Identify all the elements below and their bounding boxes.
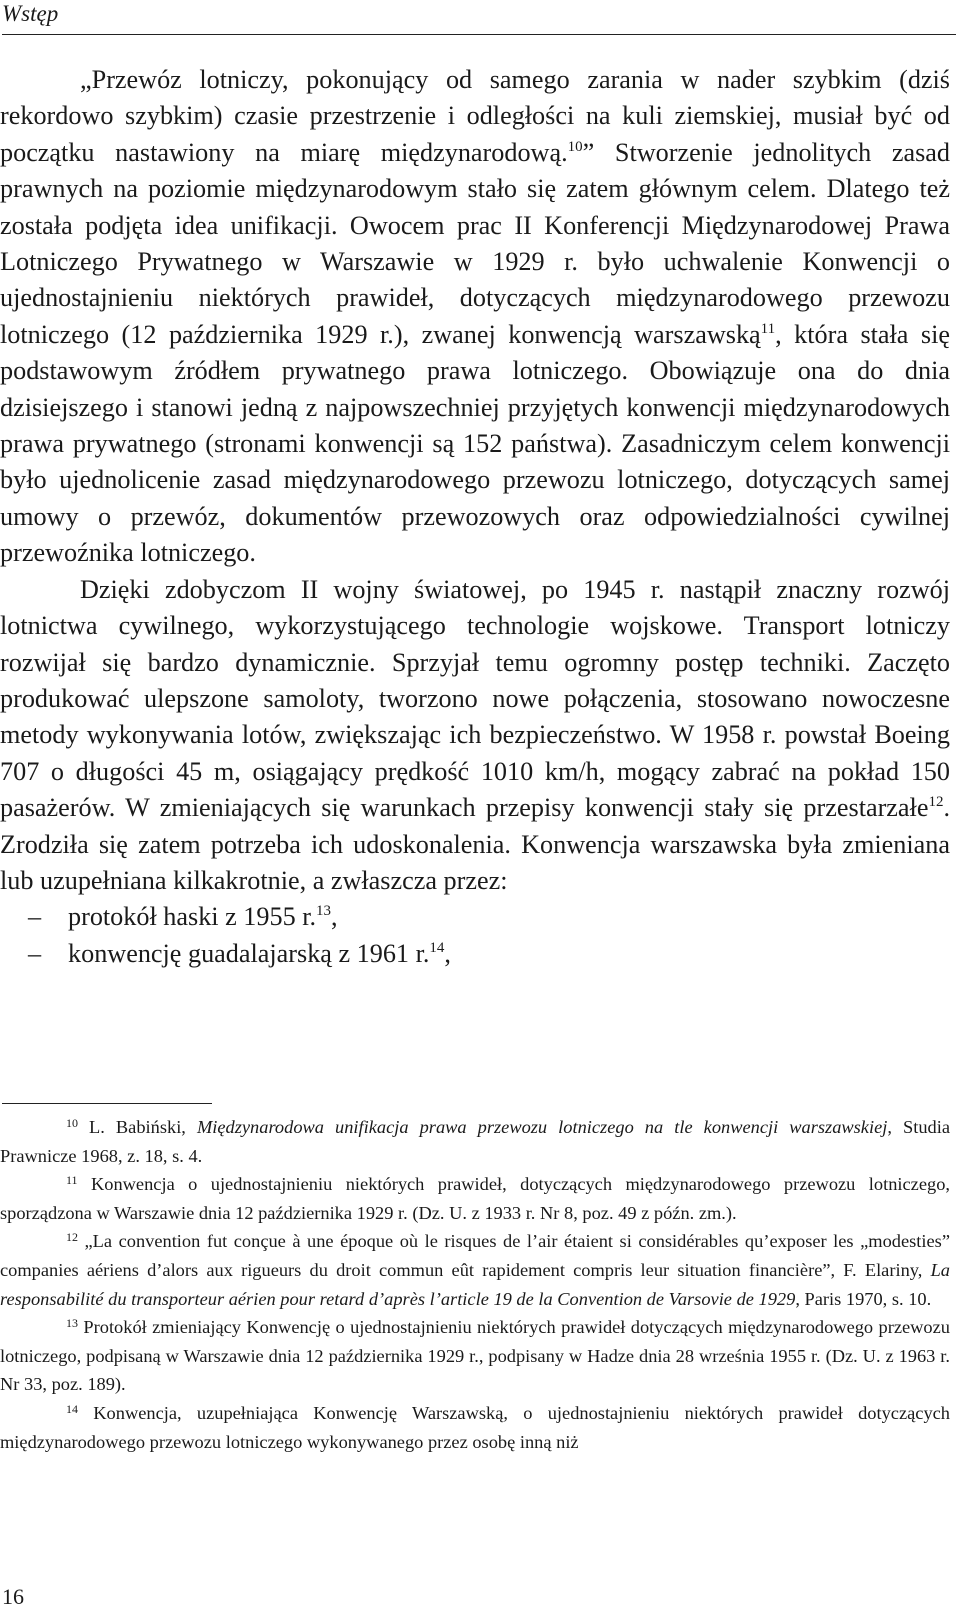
paragraph-1 <box>0 62 950 572</box>
footnote-number: 14 <box>66 1401 78 1416</box>
page-number: 16 <box>2 1584 24 1609</box>
footnote-number: 13 <box>66 1316 78 1331</box>
footnote-text: , Studia Prawnicze 1968, z. 18, s. 4. <box>0 1117 950 1166</box>
footnote-ref-10[interactable]: 10 <box>567 138 583 155</box>
paragraph-2-part-a: Dzięki zdobyczom II wojny światowej, po 1945 r. nastąpił znaczny rozwój lotnictwa cywilnego, wykorzystującego technologie wojskowe. Transport lotniczy rozwijał się bardzo dynamicznie. Sprzyjał temu ogromny postęp techniki. Zaczęto produkować ulepszone samoloty, tworzono nowe połączenia, stosowano nowoczesne metody wykonywania lotów, zwiększając ich bezpieczeństwo. W 1958 r. powstał Boeing 707 o długości 45 m, osiągający prędkość 1010 km/h, mogący zabrać na pokład 150 pasażerów. W zmieniających się warunkach przepisy konwencji stały się przestarzałe <box>0 574 950 823</box>
paragraph-2 <box>0 572 950 900</box>
footnote-12 <box>0 1227 950 1313</box>
footnote-text: L. Babiński, <box>89 1117 197 1137</box>
footnote-14 <box>0 1399 950 1456</box>
footnote-ref-13[interactable]: 13 <box>316 903 332 920</box>
footnote-title: La responsabilité du transporteur aérien pour retard d’après l’article 19 de la Convention de Varsovie de 1929 <box>0 1259 950 1309</box>
list-dash: – <box>28 938 42 968</box>
main-text <box>0 62 950 972</box>
list-item <box>0 899 950 935</box>
footnote-text: , Paris 1970, s. 10. <box>795 1288 932 1309</box>
list-dash: – <box>28 902 42 932</box>
footnotes <box>0 1113 950 1456</box>
footnote-number: 12 <box>66 1230 78 1245</box>
footnote-text: „La convention fut conçue à une époque où le risques de l’air étaient si considérables qu’exposer les „modesties” companies aériens d’alors aux rigueurs du droit commun eût rapidement compris leur situation financière”, F. Elariny, <box>0 1231 950 1280</box>
chapter-title: Wstęp <box>2 1 59 26</box>
footnote-ref-11[interactable]: 11 <box>760 320 776 337</box>
paragraph-2-part-b: . Zrodziła się zatem potrzeba ich udoskonalenia. Konwencja warszawska była zmieniana lub uzupełniana kilkakrotnie, a zwłaszcza przez: <box>0 793 950 895</box>
footnote-ref-14[interactable]: 14 <box>429 939 445 956</box>
list-item-text: konwencję guadalajarską z 1961 r. <box>68 938 430 968</box>
footnote-13 <box>0 1313 950 1399</box>
paragraph-1-part-a: „Przewóz lotniczy, pokonujący od samego zarania w nader szybkim (dziś rekordowo szybkim) czasie przestrzenie i odległości na kuli ziemskiej, musiał być od początku nastawiony na miarę międzynarodową. <box>0 65 950 167</box>
footnote-10 <box>0 1113 950 1170</box>
list-item-tail: , <box>444 938 451 968</box>
list-item-text: protokół haski z 1955 r. <box>68 902 317 932</box>
amendments-list <box>0 899 950 972</box>
paragraph-1-part-c: , która stała się podstawowym źródłem prywatnego prawa lotniczego. Obowiązuje ona do dnia dzisiejszego i stanowi jedną z najpowszechniej przyjętych konwencji międzynarodowych prawa prywatnego (stronami konwencji są 152 państwa). Zasadniczym celem konwencji było ujednolicenie zasad międzynarodowego przewozu lotniczego, dotyczących samej umowy o przewóz, dokumentów przewozowych oraz odpowiedzialności cywilnej przewoźnika lotniczego. <box>0 319 950 568</box>
footnote-11 <box>0 1170 950 1227</box>
footnote-number: 10 <box>66 1116 78 1130</box>
list-item-tail: , <box>331 902 338 932</box>
footnote-title: Międzynarodowa unifikacja prawa przewozu lotniczego na tle konwencji warszawskiej <box>196 1117 888 1137</box>
footnote-text: Konwencja, uzupełniająca Konwencję Warszawską, o ujednostajnieniu niektórych prawideł dotyczących międzynarodowego przewozu lotniczego wykonywanego przez osobę inną niż <box>0 1402 950 1452</box>
footnote-separator <box>2 1103 212 1104</box>
footnote-text: Konwencja o ujednostajnieniu niektórych prawideł, dotyczących międzynarodowego przewozu lotniczego, sporządzona w Warszawie dnia 12 października 1929 r. (Dz. U. z 1933 r. Nr 8, poz. 49 z późn. zm.). <box>0 1174 950 1223</box>
footnote-number: 11 <box>66 1173 78 1188</box>
paragraph-1-part-b: ” Stworzenie jednolitych zasad prawnych na poziomie międzynarodowym stało się zatem głównym celem. Dlatego też została podjęta idea unifikacji. Owocem prac II Konferencji Międzynarodowej Prawa Lotniczego Prywatnego w Warszawie w 1929 r. było uchwalenie Konwencji o ujednostajnieniu niektórych prawideł, dotyczących międzynarodowego przewozu lotniczego (12 października 1929 r.), zwanej konwencją warszawską <box>0 137 950 349</box>
list-item <box>0 936 950 972</box>
running-header <box>2 0 956 35</box>
footnote-ref-12[interactable]: 12 <box>928 794 944 811</box>
footnote-text: Protokół zmieniający Konwencję o ujednostajnieniu niektórych prawideł dotyczących międzynarodowego przewozu lotniczego, podpisaną w Warszawie dnia 12 października 1929 r., podpisany w Hadze dnia 28 września 1955 r. (Dz. U. z 1963 r. Nr 33, poz. 189). <box>0 1317 950 1395</box>
